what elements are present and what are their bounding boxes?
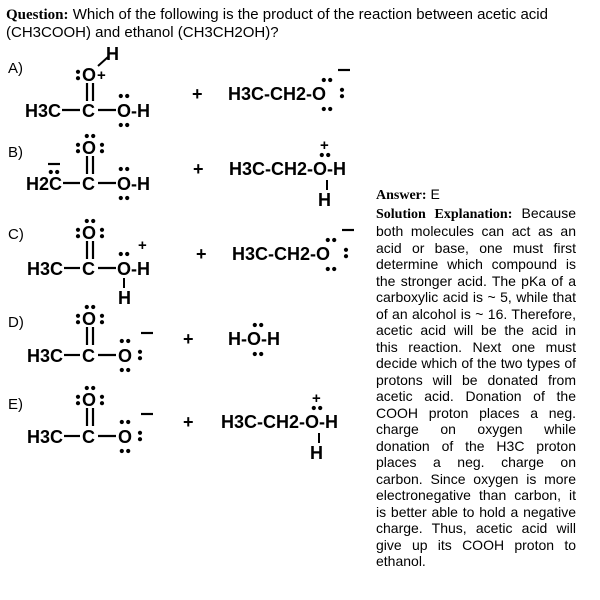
- question-text: Which of the following is the product of the reaction between acetic acid (CH3COOH) and ethanol (CH3CH2OH)?: [6, 6, 548, 41]
- option-b-acid: [26, 134, 150, 200]
- carbonyl-oxygen: O: [82, 138, 97, 158]
- hydroxyl-group: O-H: [117, 101, 150, 121]
- option-d-acetate: [27, 305, 153, 372]
- option-b-label: B): [8, 144, 23, 161]
- alkoxide-oxygen: O: [118, 427, 133, 447]
- plus-sign: +: [193, 159, 204, 179]
- option-a-acid: [25, 44, 150, 127]
- option-d-label: D): [8, 314, 24, 331]
- answer-value: E: [430, 186, 440, 202]
- option-c-ethoxide: [232, 230, 354, 271]
- option-e-ethanol: [221, 390, 338, 463]
- carbonyl-carbon: C: [82, 427, 95, 447]
- ethoxide-ion: H3C-CH2-O: [228, 84, 327, 104]
- carbonyl-oxygen: O: [82, 390, 97, 410]
- alkoxide-oxygen: O: [118, 346, 133, 366]
- carbonyl-carbon: C: [82, 101, 95, 121]
- option-e-label: E): [8, 396, 23, 413]
- oxonium-hydrogen: H: [310, 443, 323, 463]
- hydroxyl-group: O-H: [117, 174, 150, 194]
- option-a-label: A): [8, 60, 23, 77]
- carbonyl-carbon: C: [82, 346, 95, 366]
- option-a-ethoxide: [228, 70, 350, 111]
- plus-sign: +: [192, 84, 203, 104]
- oxonium-group: O-H: [117, 259, 150, 279]
- methyl-group: H3C: [27, 259, 64, 279]
- methyl-group: H3C: [27, 427, 64, 447]
- plus-charge: +: [320, 137, 329, 154]
- carbonyl-oxygen: O: [82, 309, 97, 329]
- option-d-water: [228, 323, 280, 356]
- option-c-acid: [27, 219, 150, 308]
- oxonium-hydrogen: H: [118, 288, 131, 308]
- plus-charge: +: [312, 390, 321, 407]
- methylene-carbanion: H2C: [26, 174, 63, 194]
- answer-block: [376, 186, 576, 570]
- oxonium-hydrogen: H: [318, 190, 331, 210]
- methyl-group: H3C: [27, 346, 64, 366]
- solution-explanation: [376, 205, 576, 570]
- plus-sign: +: [183, 329, 194, 349]
- explanation-label: Solution Explanation:: [376, 206, 513, 222]
- carbonyl-oxygen: O: [82, 65, 97, 85]
- carbonyl-carbon: C: [82, 259, 95, 279]
- plus-charge: +: [138, 237, 147, 254]
- carbonyl-carbon: C: [82, 174, 95, 194]
- water-molecule: H-O-H: [228, 329, 280, 349]
- ethanol-molecule: H3C-CH2-O-H: [221, 412, 338, 432]
- ethanol-molecule: H3C-CH2-O-H: [229, 159, 346, 179]
- plus-sign: +: [183, 412, 194, 432]
- question-label: Question:: [6, 7, 69, 23]
- option-e-acetate: [27, 386, 153, 453]
- option-c-label: C): [8, 226, 24, 243]
- protonating-hydrogen: H: [106, 44, 119, 64]
- ethoxide-ion: H3C-CH2-O: [232, 244, 331, 264]
- plus-sign: +: [196, 244, 207, 264]
- carbonyl-oxygen: O: [82, 223, 97, 243]
- plus-charge: +: [97, 67, 106, 84]
- answer-label: Answer:: [376, 188, 427, 203]
- option-b-ethanol: [229, 137, 346, 210]
- explanation-text: Because both molecules can act as an acid or base, one must first determine which compound is the stronger acid. The pKa of a carboxylic acid is ~ 5, while that of an alcohol is ~ 16. Therefore, acetic acid will be the acid in this reaction. Next one must decide which of the two types of protons will be donated from acetic acid. Donation of the COOH proton places a neg. charge on oxygen while donation of the H3C proton places a neg. charge on carbon. Since oxygen is more electronegative than carbon, it is better able to hold a negative charge. Thus, acetic acid will give up its COOH proton to ethanol.: [376, 204, 576, 569]
- answer-line: [376, 186, 576, 205]
- methyl-group: H3C: [25, 101, 62, 121]
